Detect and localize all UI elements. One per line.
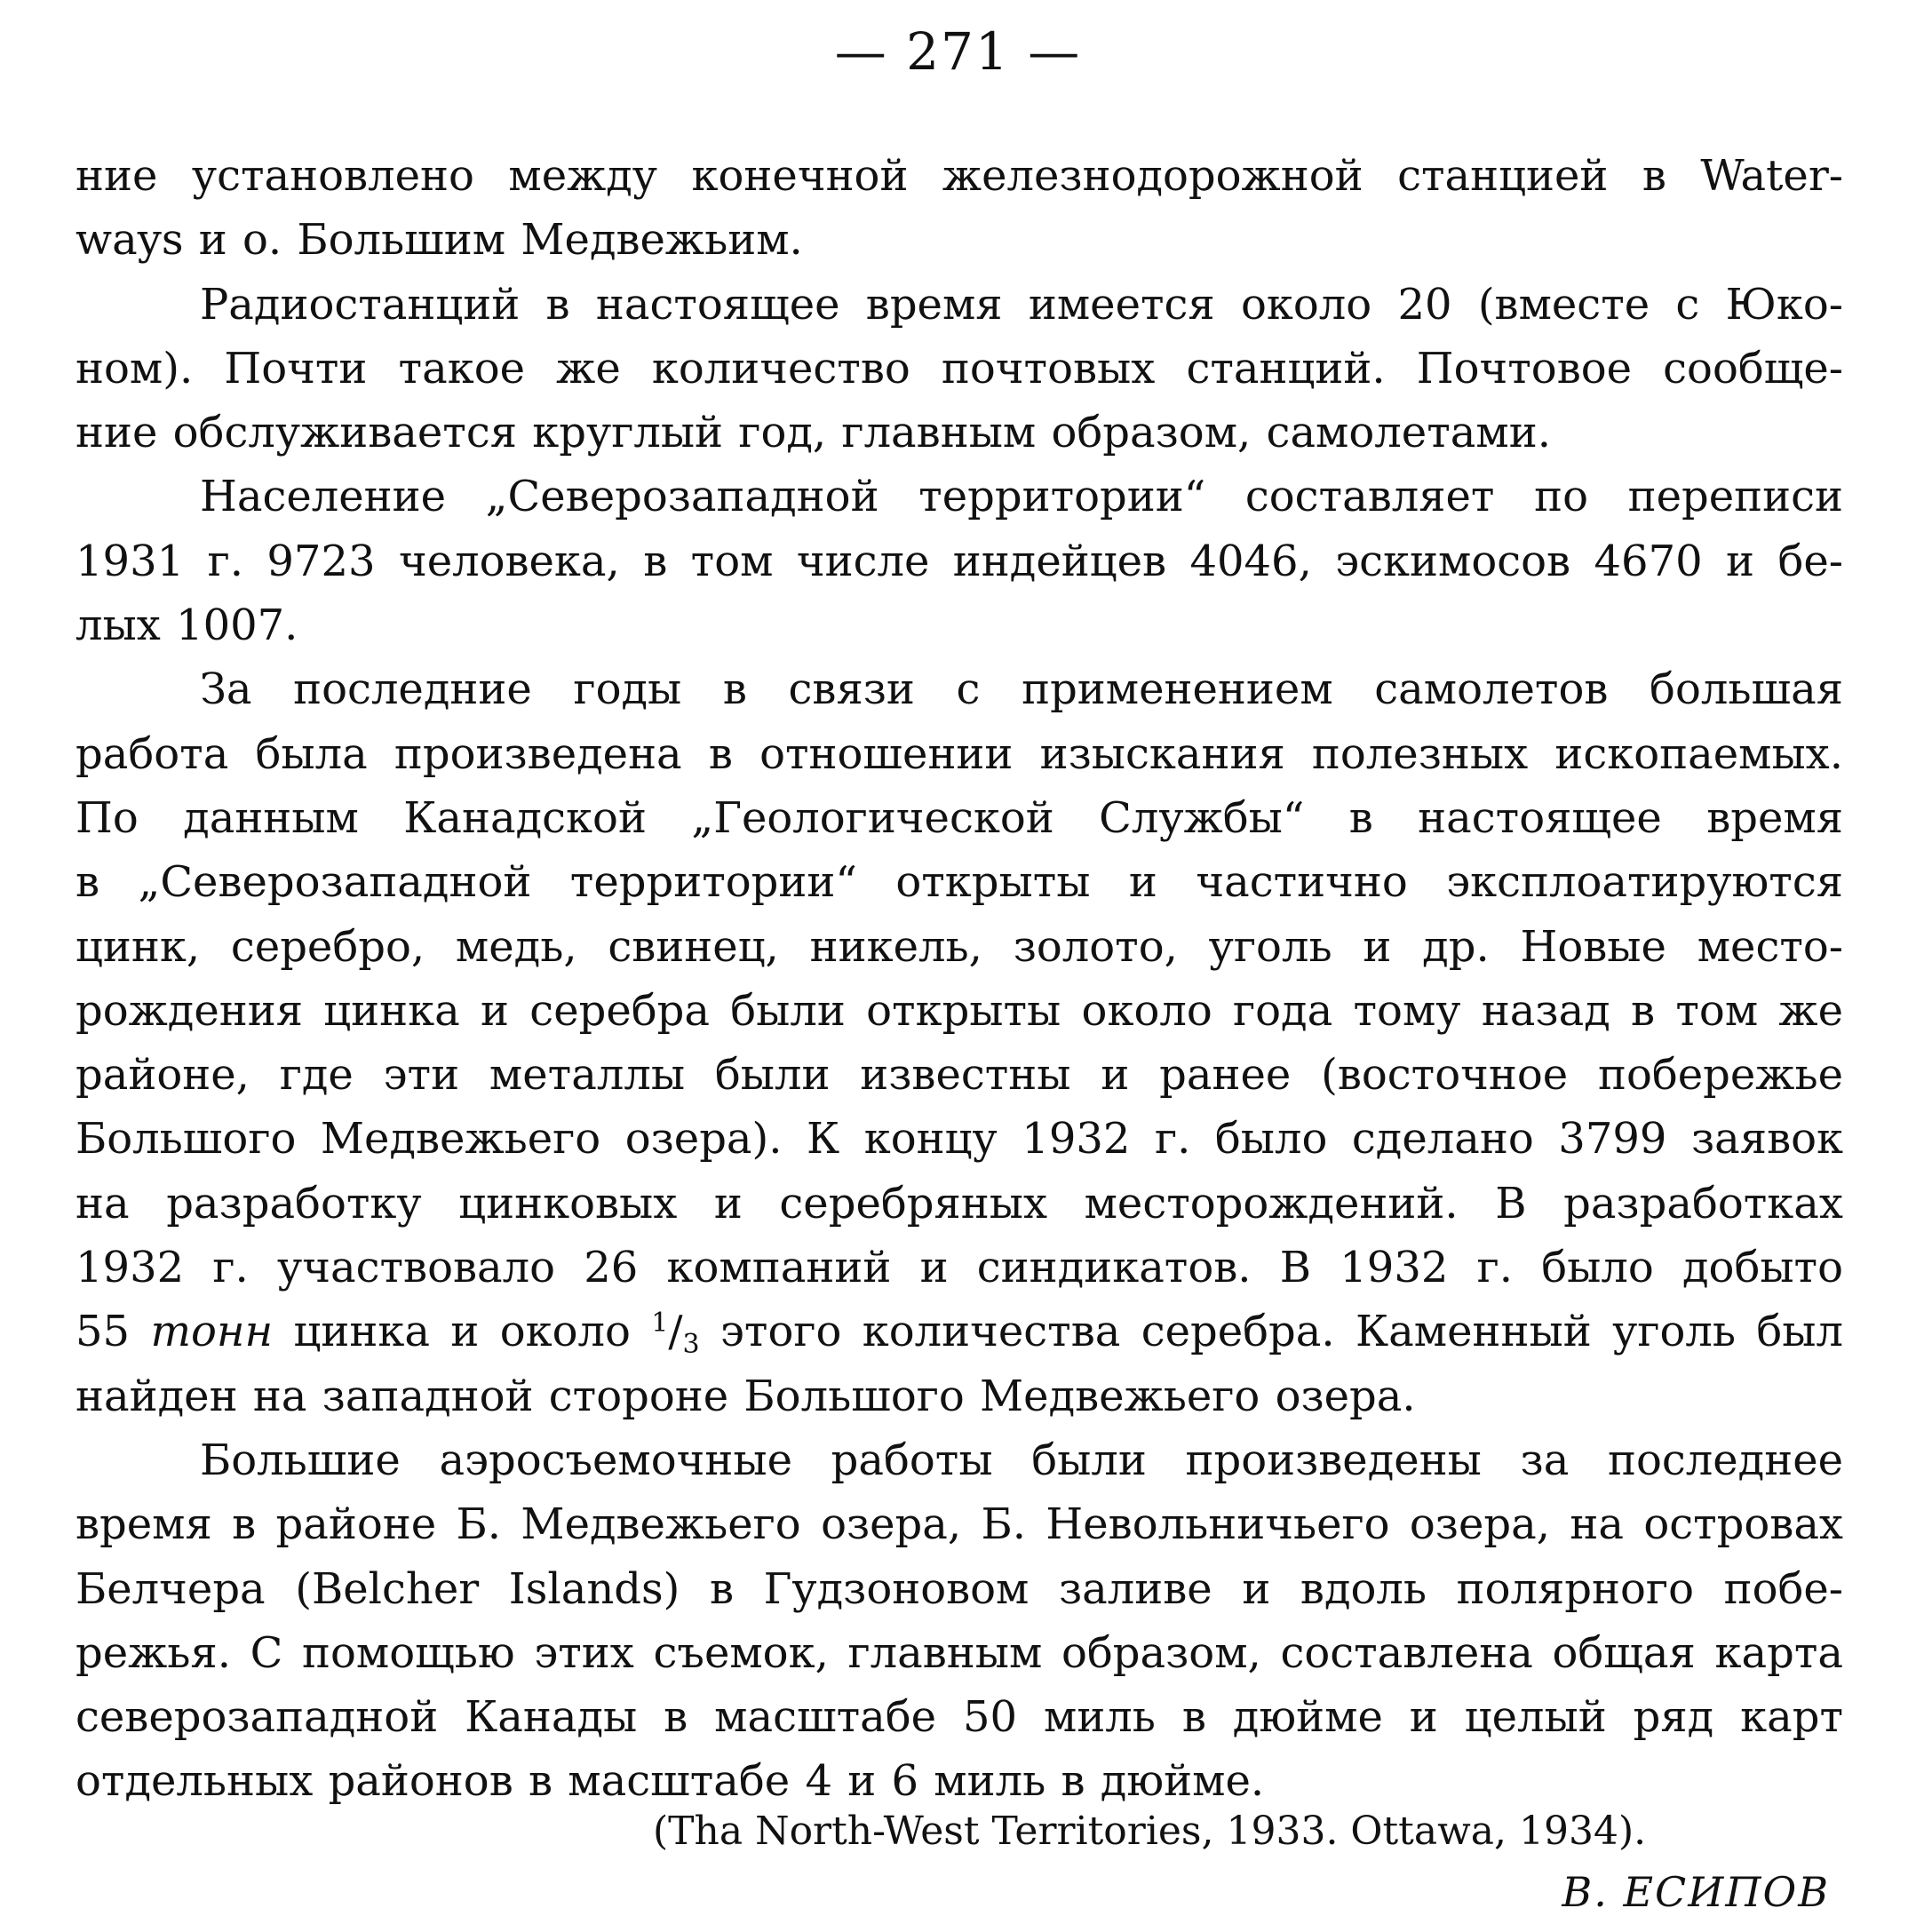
text-segment: этого количества серебра. Каменный уголь был xyxy=(720,1307,1843,1357)
text-line: 1931 г. 9723 человека, в том числе индейцев 4046, эскимосов 4670 и бе- xyxy=(76,536,1843,586)
text-line: Белчера (Belcher Islands) в Гудзоновом заливе и вдоль полярного побе- xyxy=(76,1563,1843,1614)
text-line: Население „Северозападной территории“ составляет по переписи xyxy=(200,472,1843,522)
text-line: найден на западной стороне Большого Медвежьего озера. xyxy=(76,1371,1416,1421)
text-line: Радиостанций в настоящее время имеется около 20 (вместе с Юко- xyxy=(200,279,1843,330)
text-line: За последние годы в связи с применением самолетов большая xyxy=(200,664,1843,715)
author-signature: В. ЕСИПОВ xyxy=(1562,1868,1830,1916)
text-line: режья. С помощью этих съемок, главным образом, составлена общая карта xyxy=(76,1627,1843,1678)
text-line: Большого Медвежьего озера). К концу 1932 г. было сделано 3799 заявок xyxy=(76,1114,1843,1165)
page-number: — 271 — xyxy=(834,21,1082,82)
text-line: северозападной Канады в масштабе 50 миль в дюйме и целый ряд карт xyxy=(76,1692,1843,1743)
text-line-fraction xyxy=(76,1300,1843,1364)
text-line: ном). Почти такое же количество почтовых станций. Почтовое сообще- xyxy=(76,343,1843,394)
text-line: 1932 г. участвовало 26 компаний и синдикатов. В 1932 г. было добыто xyxy=(76,1243,1843,1293)
text-line: ние установлено между конечной железнодорожной станцией в Water- xyxy=(76,151,1843,201)
text-line: отдельных районов в масштабе 4 и 6 миль в дюйме. xyxy=(76,1756,1265,1807)
text-line: ние обслуживается круглый год, главным образом, самолетами. xyxy=(76,408,1551,458)
source-citation: (Tha North-West Territories, 1933. Ottawa, 1934). xyxy=(653,1809,1647,1854)
text-line: время в районе Б. Медвежьего озера, Б. Невольничьего озера, на островах xyxy=(76,1499,1843,1550)
text-line: Большие аэросъемочные работы были произведены за последнее xyxy=(200,1435,1843,1485)
fraction: $^1/_3$ xyxy=(651,1307,700,1361)
article-body xyxy=(76,144,1843,1814)
text-line: цинк, серебро, медь, свинец, никель, золото, уголь и др. Новые место- xyxy=(76,921,1843,972)
text-line: работа была произведена в отношении изыскания полезных ископаемых. xyxy=(76,728,1843,779)
text-line: По данным Канадской „Геологической Службы“ в настоящее время xyxy=(76,792,1843,843)
text-line: лых 1007. xyxy=(76,600,298,651)
text-line: в „Северозападной территории“ открыты и частично эксплоатируются xyxy=(76,857,1843,908)
fraction-denominator: 3 xyxy=(682,1329,700,1361)
text-line: районе, где эти металлы были известны и ранее (восточное побережье xyxy=(76,1050,1843,1101)
unit-italic: тонн xyxy=(150,1307,274,1357)
text-line: рождения цинка и серебра были открыты около года тому назад в том же xyxy=(76,985,1843,1036)
fraction-numerator: 1 xyxy=(651,1308,669,1340)
text-segment: цинка и около xyxy=(293,1307,631,1357)
text-line: на разработку цинковых и серебряных месторождений. В разработках xyxy=(76,1178,1843,1228)
text-line: ways и о. Большим Медвежьим. xyxy=(76,215,803,266)
amount-value: 55 xyxy=(76,1307,131,1357)
